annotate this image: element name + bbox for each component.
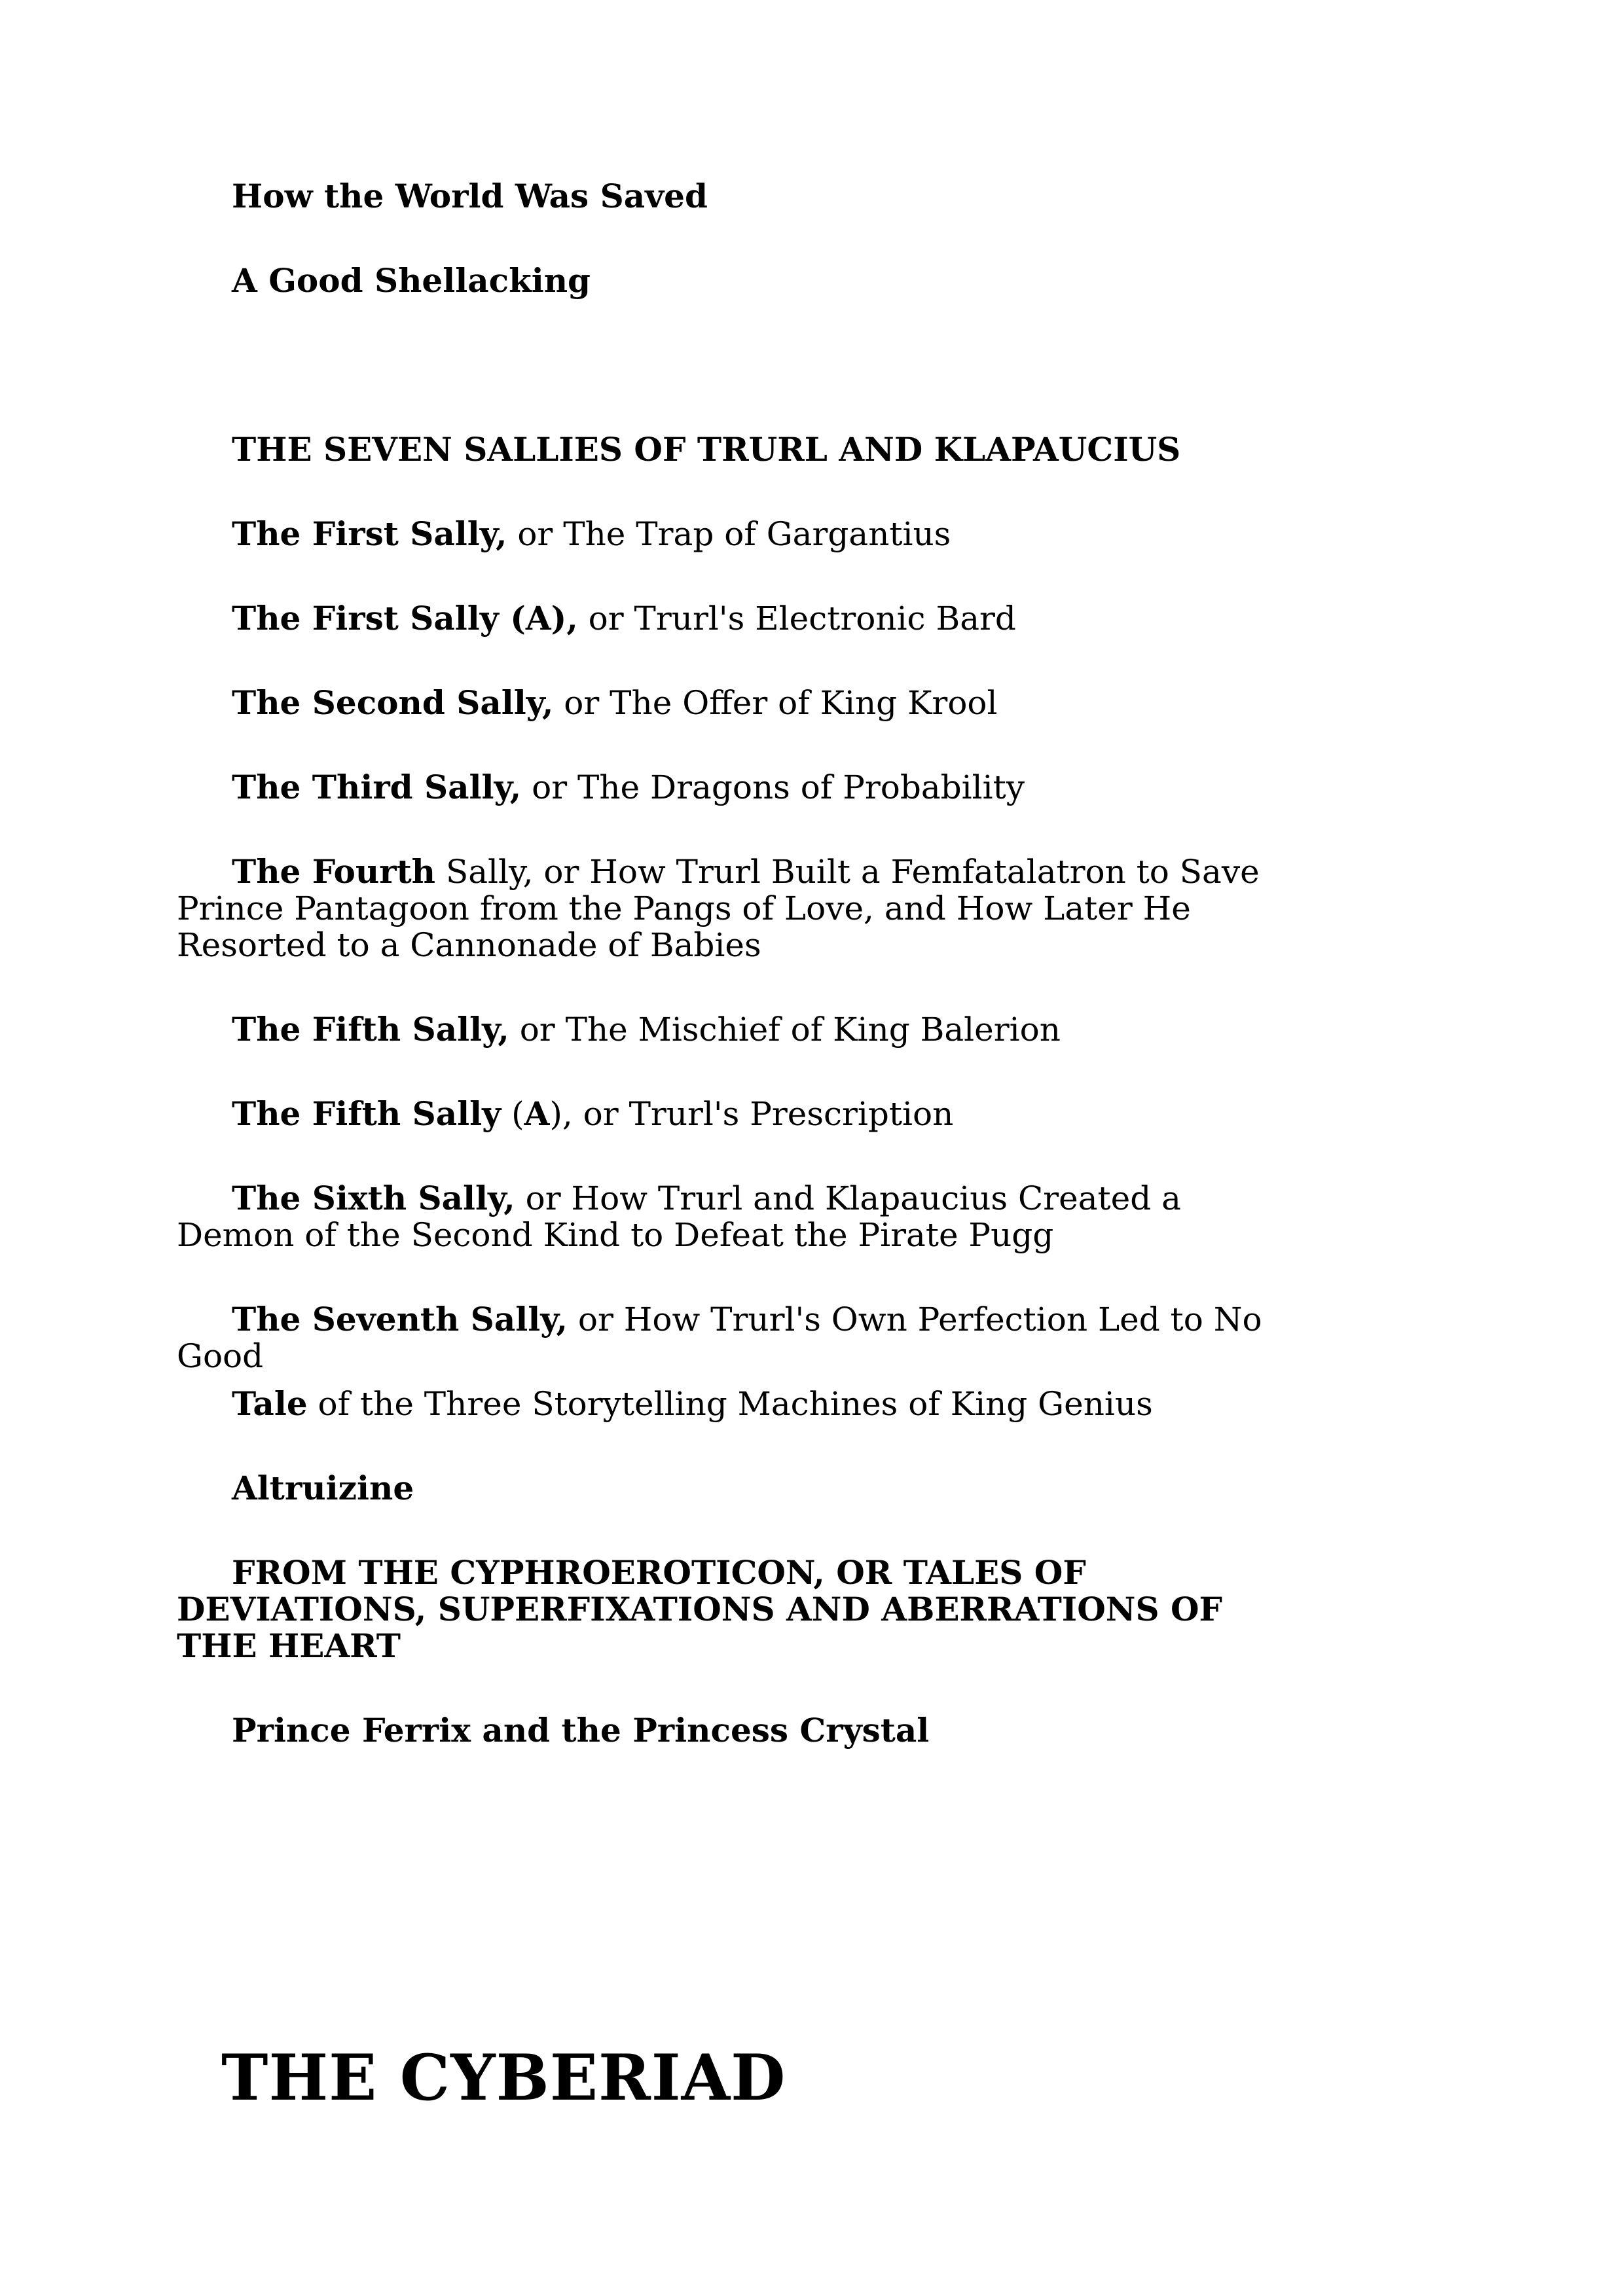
toc-entry-prince-ferrix[interactable]: Prince Ferrix and the Princess Crystal <box>232 1711 930 1749</box>
toc-entry-seventh-sally[interactable]: The Seventh Sally, or How Trurl's Own Perfection Led to No Good <box>177 1300 1262 1375</box>
toc-entry-fourth-sally[interactable]: The Fourth Sally, or How Trurl Built a Femfatalatron to Save Prince Pantagoon from the Pangs of Love, and How Later He Resorted to a Cannonade of Babies <box>177 852 1260 964</box>
toc-entry-fifth-sally-a[interactable]: The Fifth Sally (A), or Trurl's Prescription <box>232 1094 954 1133</box>
toc-entry-first-sally-a[interactable]: The First Sally (A), or Trurl's Electronic Bard <box>232 599 1016 637</box>
toc-entry-second-sally[interactable]: The Second Sally, or The Offer of King Krool <box>232 683 998 722</box>
toc-entry-tale-storytelling-machines[interactable]: Tale of the Three Storytelling Machines of King Genius <box>232 1384 1153 1423</box>
toc-entry-altruizine[interactable]: Altruizine <box>232 1469 414 1507</box>
toc-entry-third-sally[interactable]: The Third Sally, or The Dragons of Probability <box>232 768 1025 806</box>
toc-entry-fifth-sally[interactable]: The Fifth Sally, or The Mischief of King Balerion <box>232 1010 1061 1049</box>
toc-entry-a-good-shellacking[interactable]: A Good Shellacking <box>232 261 591 300</box>
section-heading-seven-sallies: THE SEVEN SALLIES OF TRURL AND KLAPAUCIUS <box>232 430 1181 469</box>
toc-entry-first-sally[interactable]: The First Sally, or The Trap of Gargantius <box>232 514 951 553</box>
toc-entry-sixth-sally[interactable]: The Sixth Sally, or How Trurl and Klapaucius Created a Demon of the Second Kind to Defeat the Pirate Pugg <box>177 1179 1181 1254</box>
toc-entry-how-the-world-was-saved[interactable]: How the World Was Saved <box>232 177 708 215</box>
section-heading-cyphroeroticon: FROM THE CYPHROEROTICON, OR TALES OF DEVIATIONS, SUPERFIXATIONS AND ABERRATIONS OF THE HEART <box>177 1553 1223 1665</box>
book-title: THE CYBERIAD <box>221 2041 786 2115</box>
